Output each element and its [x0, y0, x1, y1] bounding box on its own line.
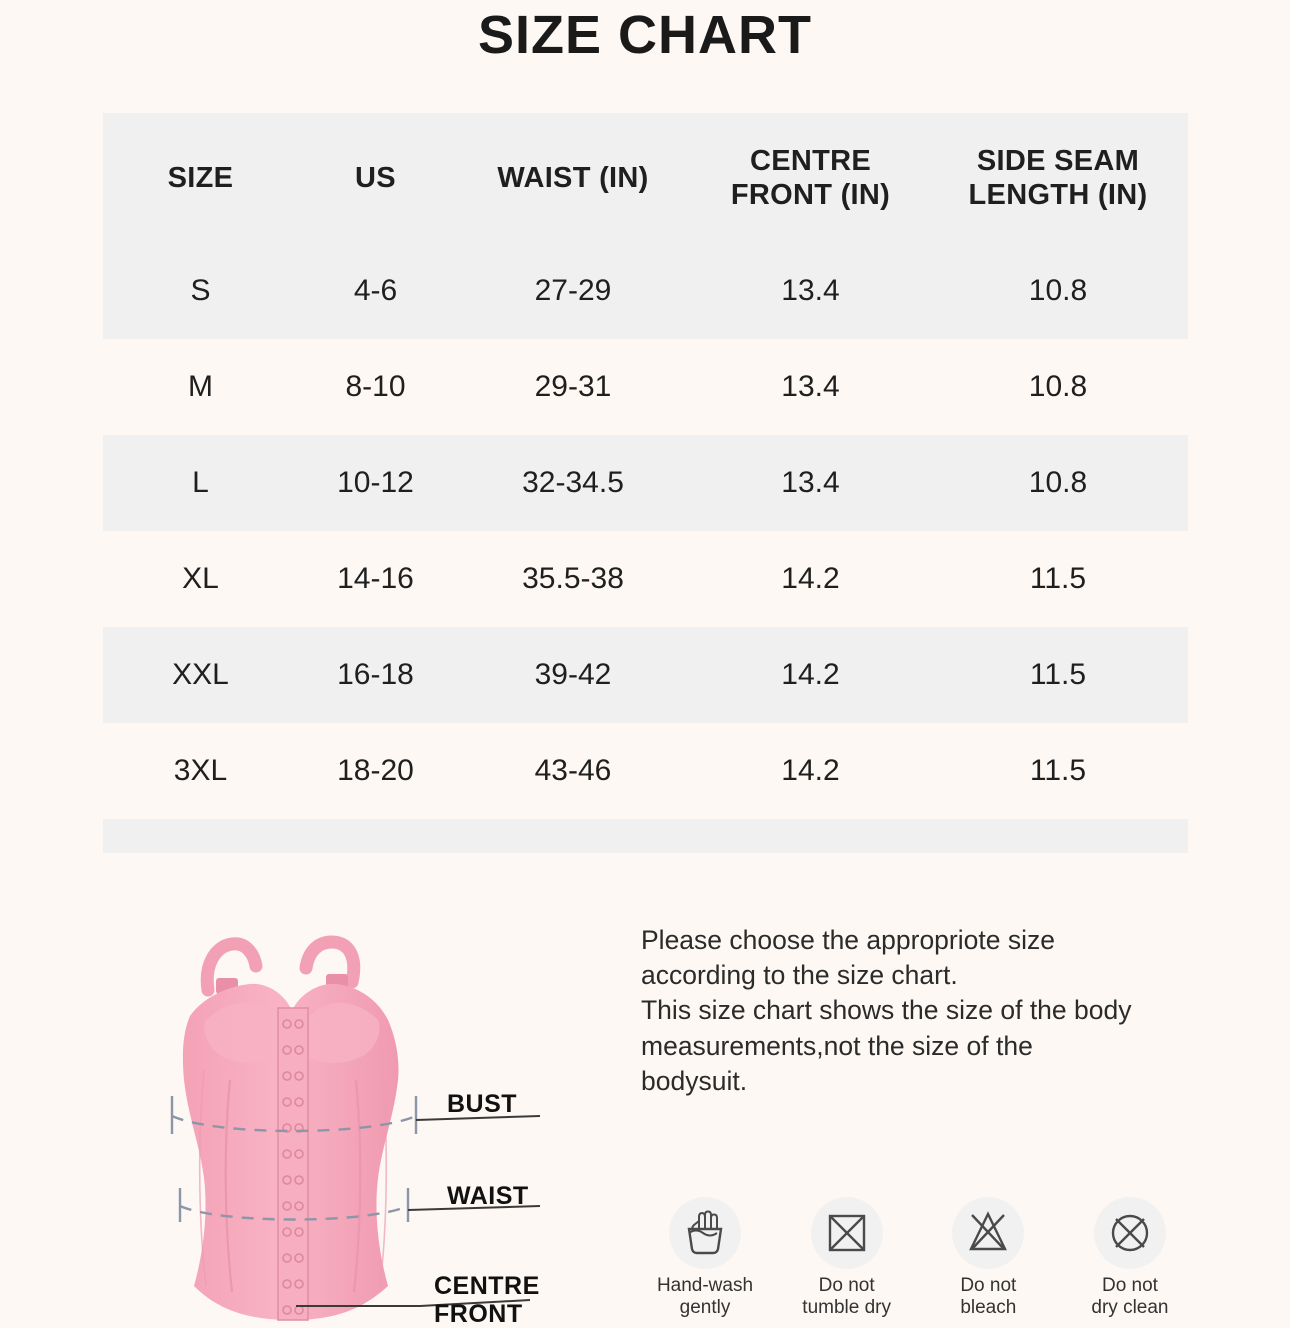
cell-size: 3XL: [103, 723, 298, 819]
note-line-5: bodysuit.: [641, 1064, 1201, 1099]
hand-wash-glyph: [669, 1197, 741, 1269]
care-item-no-tumble-dry: [787, 1197, 907, 1320]
no-bleach-icon: [952, 1197, 1024, 1269]
no-tumble-dry-icon: [811, 1197, 883, 1269]
column-header-side-seam-line2: LENGTH (IN): [928, 178, 1188, 212]
cell-side-seam: 10.8: [928, 435, 1188, 531]
cell-waist: 29-31: [453, 339, 693, 435]
cell-side-seam: 11.5: [928, 723, 1188, 819]
cell-side-seam: 11.5: [928, 531, 1188, 627]
cell-us: 4-6: [298, 243, 453, 339]
garment-illustration: [120, 920, 640, 1323]
no-dry-clean-glyph: [1094, 1197, 1166, 1269]
cell-us: 8-10: [298, 339, 453, 435]
table-footer-band: [103, 819, 1188, 853]
column-header-centre-front-line2: FRONT (IN): [693, 178, 928, 212]
hand-wash-icon: [669, 1197, 741, 1269]
measurement-label-centre-front-line1: CENTRE: [434, 1273, 540, 1301]
table-header-row: [103, 113, 1188, 243]
cell-us: 16-18: [298, 627, 453, 723]
cell-centre-front: 13.4: [693, 243, 928, 339]
table-row: [103, 435, 1188, 531]
shapewear-bodysuit-icon: [120, 920, 640, 1323]
cell-size: XL: [103, 531, 298, 627]
column-header-centre-front-line1: CENTRE: [693, 144, 928, 178]
cell-waist: 32-34.5: [453, 435, 693, 531]
care-label-line2: tumble dry: [787, 1297, 907, 1319]
cell-waist: 39-42: [453, 627, 693, 723]
table-row: [103, 627, 1188, 723]
cell-size: M: [103, 339, 298, 435]
care-label-hand-wash: [645, 1275, 765, 1320]
column-header-us: [298, 113, 453, 243]
cell-waist: 43-46: [453, 723, 693, 819]
care-label-no-tumble-dry: [787, 1275, 907, 1320]
care-label-line1: Hand-wash: [645, 1275, 765, 1297]
measurement-label-bust: BUST: [447, 1091, 517, 1119]
cell-centre-front: 14.2: [693, 531, 928, 627]
care-instructions: [645, 1197, 1190, 1320]
care-item-no-bleach: [928, 1197, 1048, 1320]
cell-size: XXL: [103, 627, 298, 723]
care-label-line1: Do not: [1070, 1275, 1190, 1297]
care-label-no-bleach: [928, 1275, 1048, 1320]
cell-us: 18-20: [298, 723, 453, 819]
table-row: [103, 531, 1188, 627]
table-body: [103, 243, 1188, 819]
size-chart-table: [103, 113, 1188, 819]
no-tumble-dry-glyph: [811, 1197, 883, 1269]
note-line-3: This size chart shows the size of the body: [641, 993, 1201, 1028]
measurement-label-centre-front-line2: FRONT: [434, 1301, 540, 1328]
care-label-no-dry-clean: [1070, 1275, 1190, 1320]
cell-waist: 35.5-38: [453, 531, 693, 627]
care-item-hand-wash: [645, 1197, 765, 1320]
cell-centre-front: 13.4: [693, 339, 928, 435]
cell-us: 14-16: [298, 531, 453, 627]
care-label-line2: bleach: [928, 1297, 1048, 1319]
no-bleach-glyph: [952, 1197, 1024, 1269]
column-header-us-text: US: [355, 162, 396, 194]
lower-section: [0, 905, 1290, 1323]
care-label-line1: Do not: [928, 1275, 1048, 1297]
column-header-side-seam-line1: SIDE SEAM: [928, 144, 1188, 178]
measurement-label-waist: WAIST: [447, 1183, 529, 1211]
size-note: [641, 923, 1201, 1099]
cell-size: L: [103, 435, 298, 531]
column-header-waist: [453, 113, 693, 243]
column-header-centre-front: [693, 113, 928, 243]
note-line-4: measurements,not the size of the: [641, 1029, 1201, 1064]
column-header-size-text: SIZE: [168, 162, 234, 194]
table-header: [103, 113, 1188, 243]
care-label-line2: dry clean: [1070, 1297, 1190, 1319]
cell-centre-front: 13.4: [693, 435, 928, 531]
column-header-size: [103, 113, 298, 243]
cell-side-seam: 10.8: [928, 243, 1188, 339]
cell-side-seam: 10.8: [928, 339, 1188, 435]
note-line-1: Please choose the appropriote size: [641, 923, 1201, 958]
column-header-waist-text: WAIST (IN): [497, 162, 648, 194]
column-header-side-seam: [928, 113, 1188, 243]
size-chart-table-wrapper: [103, 113, 1188, 853]
table-row: [103, 339, 1188, 435]
care-item-no-dry-clean: [1070, 1197, 1190, 1320]
cell-side-seam: 11.5: [928, 627, 1188, 723]
cell-centre-front: 14.2: [693, 723, 928, 819]
page-title: SIZE CHART: [0, 0, 1290, 66]
no-dry-clean-icon: [1094, 1197, 1166, 1269]
care-label-line2: gently: [645, 1297, 765, 1319]
cell-centre-front: 14.2: [693, 627, 928, 723]
note-line-2: according to the size chart.: [641, 958, 1201, 993]
cell-waist: 27-29: [453, 243, 693, 339]
table-row: [103, 723, 1188, 819]
cell-size: S: [103, 243, 298, 339]
cell-us: 10-12: [298, 435, 453, 531]
measurement-label-centre-front: [434, 1273, 540, 1328]
care-label-line1: Do not: [787, 1275, 907, 1297]
table-row: [103, 243, 1188, 339]
